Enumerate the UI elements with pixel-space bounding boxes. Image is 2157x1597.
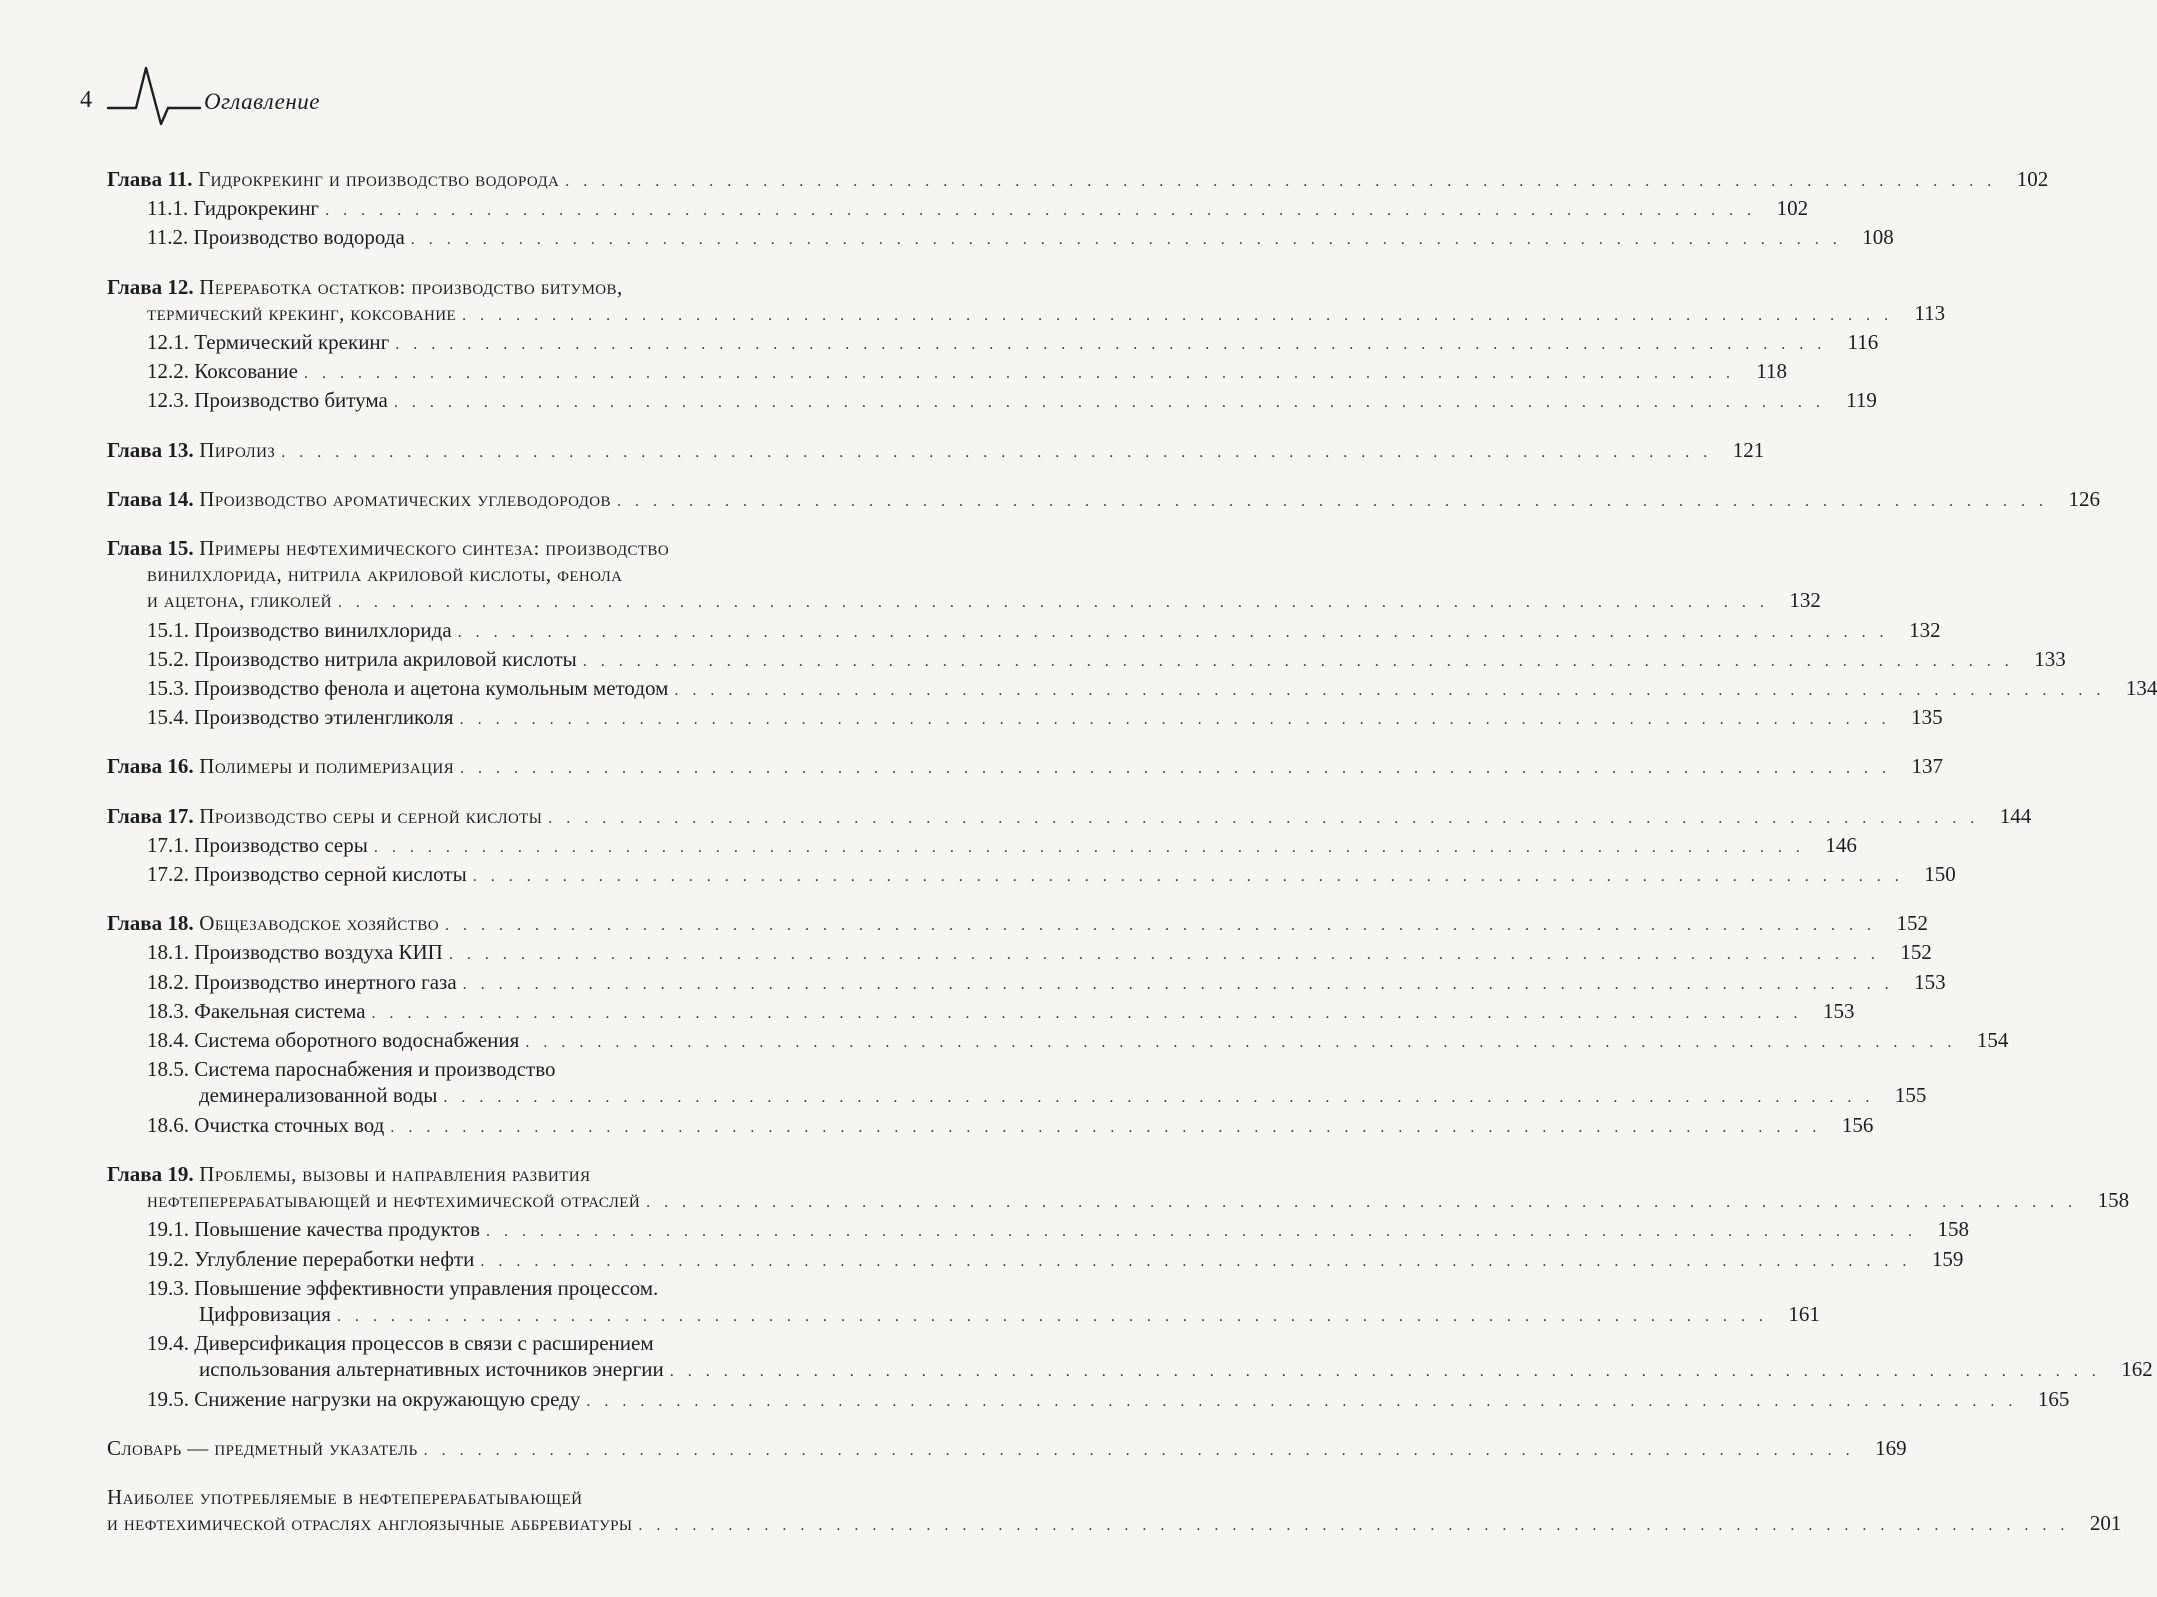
toc-section [107,358,1787,387]
page-ref: 162 [2121,1357,2153,1382]
page-ref: 137 [1911,754,1944,779]
toc-title-text: Полимеры и полимеризация [199,754,455,779]
dot-leader [586,1389,2017,1415]
toc-chapter [107,753,1944,782]
toc-title-text: 18.1. Производство воздуха КИП [147,940,443,965]
toc-chapter [107,910,1928,939]
toc-line [107,535,887,561]
toc-line [107,1027,2009,1056]
toc-title-text: 18.6. Очистка сточных вод [147,1112,385,1137]
dot-leader [394,390,1825,416]
toc-chapter [107,803,2032,832]
toc-section [107,387,1877,416]
toc-title-text: 15.4. Производство этиленгликоля [147,705,454,730]
dot-leader [338,590,1769,616]
toc-line-text [147,561,622,587]
toc-line-text [147,1027,519,1053]
toc-section [107,646,2066,675]
toc-line [107,1187,2130,1216]
toc-line-text [147,1330,654,1356]
page-ref: 108 [1862,225,1894,250]
chapter-label: Глава 14. [107,486,194,511]
dot-leader [281,440,1712,466]
toc-section [107,617,1941,646]
toc-line-text [147,300,456,326]
toc-title-text: винилхлорида, нитрила акриловой кислоты, фенола [147,562,623,587]
toc-line [107,1112,1874,1141]
chapter-label: Глава 12. [107,274,194,299]
dot-leader [458,620,1889,646]
toc-title-text: 17.1. Производство серы [147,832,368,857]
toc-title-text: и ацетона, гликолей [147,588,332,613]
dot-leader [486,1219,1917,1245]
toc-line [107,329,1879,358]
toc-line-text [147,998,366,1024]
toc-line-text [107,1510,632,1536]
page-ref: 133 [2034,646,2066,671]
toc-line-text [147,358,298,384]
page-ref: 153 [1823,998,1855,1023]
page-ref: 201 [2089,1511,2122,1536]
dot-leader [565,169,1996,195]
page-ref: 132 [1909,617,1941,642]
toc-title-text: Цифровизация [199,1301,331,1326]
page-ref: 156 [1841,1112,1874,1137]
toc-section [107,1216,1970,1245]
toc-section [107,998,1855,1027]
toc-title-text: нефтеперерабатывающей и нефтехимической отраслей [147,1188,641,1213]
dot-leader [462,303,1893,329]
toc-line-text [147,617,452,643]
toc-section [107,861,1956,890]
toc-line [107,861,1956,890]
page-ref: 146 [1825,832,1857,857]
toc-line [107,1510,2122,1539]
toc-line-text [147,1216,480,1242]
dot-leader [304,361,1735,387]
toc-line-text [147,704,454,730]
toc-entry [107,1435,1907,1464]
page-ref: 102 [2016,167,2049,191]
toc-section [107,939,1932,968]
dot-leader [473,864,1904,890]
toc-line-text [107,486,611,512]
toc-line [107,646,2066,675]
pulse-line-icon [106,62,202,132]
dot-leader [395,332,1826,358]
toc-line-text [107,1484,582,1510]
toc-line-text [147,195,319,221]
toc-line [107,1082,1927,1111]
toc-section [107,1112,1874,1141]
toc-section [107,832,1857,861]
toc-title-text: Пиролиз [199,437,276,462]
toc-title-text: 12.1. Термический крекинг [147,330,390,355]
toc-section [107,1246,1964,1275]
toc-line [107,300,1946,329]
toc-title-text: 19.4. Диверсификация процессов в связи с расширением [147,1331,654,1356]
dot-leader [617,489,2048,515]
chapter-label: Глава 15. [107,536,194,561]
toc-line-text [147,969,457,995]
toc-chapter [107,437,1765,466]
page-ref: 126 [2068,486,2100,511]
toc-chapter [107,535,1821,617]
toc-line [107,704,1943,733]
toc-title-text: 12.2. Коксование [147,359,298,384]
toc-title-text: Производство серы и серной кислоты [199,803,543,828]
toc-line [107,195,1809,224]
toc-line [107,832,1857,861]
page-header [80,62,480,132]
toc-section [107,675,2157,704]
toc-line-text [147,1275,658,1301]
toc-title-text: Примеры нефтехимического синтеза: производство [199,536,670,561]
toc-line [107,224,1894,253]
toc-line [107,939,1932,968]
toc-title-text: Производство ароматических углеводородов [199,486,611,511]
dot-leader [372,1001,1803,1027]
toc-title-text: 15.3. Производство фенола и ацетона кумольным методом [147,676,669,701]
toc-line [107,1330,887,1356]
dot-leader [670,1359,2101,1385]
page-ref: 158 [1937,1217,1970,1242]
toc-line-text [147,1386,580,1412]
dot-leader [443,1085,1874,1111]
page-ref: 154 [1976,1028,2009,1053]
toc-chapter [107,486,2100,515]
dot-leader [463,972,1894,998]
page-ref: 165 [2037,1386,2070,1411]
dot-leader [548,806,1979,832]
toc-line-text [147,587,332,613]
toc-line-text [147,224,405,250]
chapter-label: Глава 13. [107,437,194,462]
toc-line [107,1216,1970,1245]
toc-line-text [147,329,389,355]
toc-line-text [107,535,669,561]
toc-line [107,1435,1907,1464]
toc-title-text: 11.1. Гидрокрекинг [147,196,320,221]
toc-line [107,387,1877,416]
page-ref: 169 [1875,1435,1907,1460]
page-ref: 132 [1789,588,1821,613]
toc-title-text: 18.4. Система оборотного водоснабжения [147,1028,520,1053]
toc-line [107,969,1946,998]
page-ref: 119 [1846,388,1877,413]
dot-leader [424,1438,1855,1464]
dot-leader [525,1030,1956,1056]
dot-leader [460,756,1891,782]
toc-line-text [147,939,443,965]
toc-line [107,1161,887,1187]
toc-chapter [107,274,1946,329]
page-ref: 113 [1914,300,1946,325]
page-ref: 158 [2097,1188,2130,1213]
toc-line [107,358,1787,387]
page-ref: 152 [1896,911,1928,936]
toc-chapter [107,166,2049,195]
toc-line-text [147,646,577,672]
toc-line-text [107,1435,418,1461]
toc-line [107,561,887,587]
toc-title-text: Гидрокрекинг и производство водорода [198,167,560,191]
page-ref: 159 [1931,1246,1964,1271]
toc-line-text [147,387,388,413]
page-ref: 134 [2125,676,2157,701]
dot-leader [374,835,1805,861]
toc-entry [107,1484,2122,1539]
toc-section [107,195,1809,224]
toc-title-text: Общезаводское хозяйство [199,911,439,936]
toc-line [107,803,2032,832]
toc-line-text [107,166,559,192]
toc-title-text: деминерализованной воды [199,1083,438,1108]
toc-chapter [107,1161,2130,1216]
toc-section [107,1056,1927,1111]
dot-leader [638,1513,2069,1539]
page-ref: 144 [1999,803,2032,828]
dot-leader [445,913,1876,939]
toc-title-text: 19.2. Углубление переработки нефти [147,1246,475,1271]
toc-title-text: Наиболее употребляемые в нефтеперерабатывающей [107,1484,583,1509]
page-ref: 121 [1732,437,1765,462]
toc-line-text [107,274,623,300]
table-of-contents [107,166,2157,1539]
toc-line-text [147,675,668,701]
page-ref: 155 [1894,1083,1927,1108]
toc-title-text: 18.3. Факельная система [147,998,366,1023]
toc-section [107,329,1879,358]
toc-line-text [147,861,467,887]
toc-section [107,704,1943,733]
toc-title-text: 18.5. Система пароснабжения и производство [147,1057,556,1082]
toc-title-text: Переработка остатков: производство битумов, [199,274,623,299]
toc-section [107,224,1894,253]
toc-title-text: 15.2. Производство нитрила акриловой кислоты [147,646,577,671]
toc-title-text: 11.2. Производство водорода [147,225,405,250]
dot-leader [460,707,1891,733]
toc-line [107,910,1928,939]
toc-line-text [107,753,454,779]
chapter-label: Глава 18. [107,911,194,936]
toc-line-text [107,803,542,829]
toc-title-text: использования альтернативных источников энергии [199,1357,664,1382]
dot-leader [337,1304,1768,1330]
toc-section [107,969,1946,998]
toc-line-text [199,1356,664,1382]
dot-leader [449,942,1880,968]
toc-section [107,1027,2009,1056]
toc-line-text [147,832,368,858]
page-ref: 161 [1788,1301,1820,1326]
toc-title-text: 19.5. Снижение нагрузки на окружающую среду [147,1386,581,1411]
toc-line [107,1356,2153,1385]
toc-title-text: и нефтехимической отраслях англоязычные аббревиатуры [107,1511,633,1536]
chapter-label: Глава 16. [107,754,194,779]
toc-section [107,1275,1820,1330]
toc-line-text [147,1056,555,1082]
toc-title-text: 12.3. Производство битума [147,388,388,413]
toc-title-text: Словарь — предметный указатель [107,1435,418,1460]
page-ref: 152 [1900,940,1932,965]
page-number: 4 [80,87,92,113]
toc-line-text [147,1246,474,1272]
toc-line [107,1484,887,1510]
toc-line [107,1301,1820,1330]
toc-line-text [147,1187,640,1213]
toc-section [107,1386,2070,1415]
dot-leader [390,1115,1821,1141]
dot-leader [583,649,2014,675]
running-title: Оглавление [204,89,321,114]
toc-line [107,587,1821,616]
page-ref: 150 [1924,862,1956,887]
chapter-label: Глава 19. [107,1161,194,1186]
toc-line-text [199,1301,331,1327]
toc-line [107,166,2049,195]
toc-line [107,1056,887,1082]
toc-line [107,274,887,300]
page-ref: 135 [1911,705,1943,730]
toc-line-text [107,437,275,463]
toc-line [107,1275,887,1301]
page-ref: 118 [1756,359,1787,384]
chapter-label: Глава 17. [107,803,194,828]
toc-title-text: 17.2. Производство серной кислоты [147,862,467,887]
toc-line-text [107,910,439,936]
toc-line [107,617,1941,646]
toc-title-text: термический крекинг, коксование [147,300,457,325]
toc-title-text: 19.1. Повышение качества продуктов [147,1217,481,1242]
dot-leader [325,198,1756,224]
toc-section [107,1330,2153,1385]
dot-leader [411,227,1842,253]
toc-title-text: 19.3. Повышение эффективности управления процессом. [147,1275,659,1300]
toc-line [107,486,2100,515]
toc-line-text [107,1161,590,1187]
page-ref: 102 [1776,196,1809,221]
toc-line [107,1386,2070,1415]
toc-line [107,1246,1964,1275]
toc-line [107,998,1855,1027]
dot-leader [480,1249,1911,1275]
toc-title-text: 15.1. Производство винилхлорида [147,617,452,642]
dot-leader [646,1190,2077,1216]
toc-line-text [199,1082,437,1108]
page-ref: 153 [1914,969,1946,994]
dot-leader [674,678,2105,704]
toc-line [107,753,1944,782]
toc-line-text [147,1112,384,1138]
toc-line [107,675,2157,704]
toc-title-text: 18.2. Производство инертного газа [147,969,457,994]
toc-line [107,437,1765,466]
toc-title-text: Проблемы, вызовы и направления развития [199,1161,591,1186]
chapter-label: Глава 11. [107,167,193,191]
page-ref: 116 [1847,330,1879,355]
